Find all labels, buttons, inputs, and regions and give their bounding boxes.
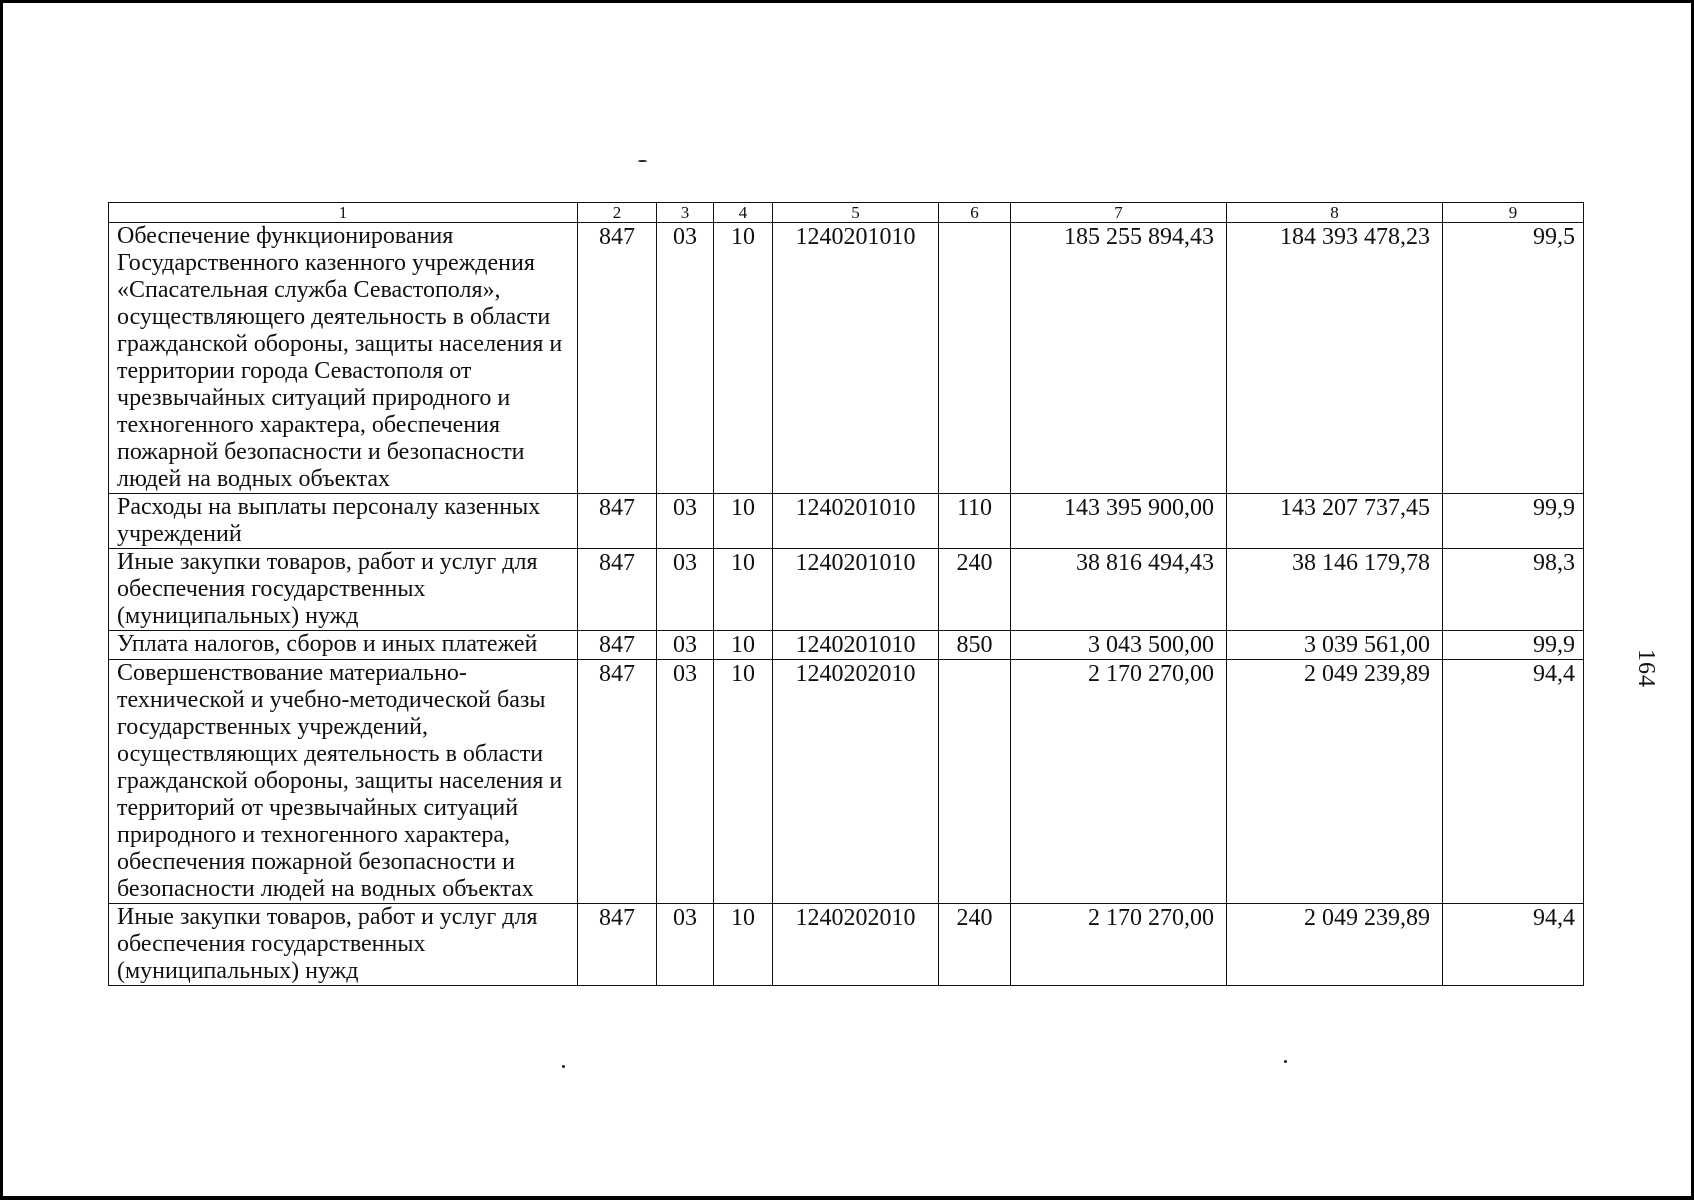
executed-amount-cell: 143 207 737,45 [1227,494,1443,549]
column-number-header: 3 [657,203,714,223]
section-code-cell: 03 [657,549,714,631]
subsection-code-cell: 10 [714,223,773,494]
target-article-cell: 1240201010 [773,494,939,549]
approved-amount-cell: 2 170 270,00 [1011,904,1227,986]
approved-amount-cell: 38 816 494,43 [1011,549,1227,631]
department-code-cell: 847 [578,549,657,631]
subsection-code-cell: 10 [714,494,773,549]
target-article-cell: 1240201010 [773,631,939,660]
subsection-code-cell: 10 [714,631,773,660]
department-code-cell: 847 [578,494,657,549]
section-code-cell: 03 [657,904,714,986]
department-code-cell: 847 [578,631,657,660]
target-article-cell: 1240202010 [773,660,939,904]
column-number-header-row [109,203,1584,223]
section-code-cell: 03 [657,631,714,660]
column-number-header: 5 [773,203,939,223]
column-number-header: 2 [578,203,657,223]
execution-percent-cell: 98,3 [1443,549,1584,631]
subsection-code-cell: 10 [714,904,773,986]
approved-amount-cell: 2 170 270,00 [1011,660,1227,904]
approved-amount-cell: 185 255 894,43 [1011,223,1227,494]
department-code-cell: 847 [578,904,657,986]
column-number-header: 4 [714,203,773,223]
expense-type-cell: 850 [939,631,1011,660]
column-number-header: 8 [1227,203,1443,223]
column-number-header: 7 [1011,203,1227,223]
expense-name-cell: Уплата налогов, сборов и иных платежей [109,631,578,660]
target-article-cell: 1240202010 [773,904,939,986]
subsection-code-cell: 10 [714,660,773,904]
expense-type-cell: 240 [939,904,1011,986]
scan-speck [562,1065,565,1068]
table-row [109,494,1584,549]
subsection-code-cell: 10 [714,549,773,631]
table-row [109,660,1584,904]
scan-speck [638,160,647,162]
expense-type-cell [939,223,1011,494]
execution-percent-cell: 99,9 [1443,631,1584,660]
executed-amount-cell: 38 146 179,78 [1227,549,1443,631]
target-article-cell: 1240201010 [773,549,939,631]
section-code-cell: 03 [657,223,714,494]
table-row [109,631,1584,660]
approved-amount-cell: 143 395 900,00 [1011,494,1227,549]
budget-execution-table [108,202,1584,986]
expense-name-cell: Совершенствование материально-технической и учебно-методической базы государственных учреждений, осуществляющих деятельность в области гражданской обороны, защиты населения и территорий от чрезвычайных ситуаций природного и техногенного характера, обеспечения пожарной безопасности и безопасности людей на водных объектах [109,660,578,904]
expense-name-cell: Иные закупки товаров, работ и услуг для обеспечения государственных (муниципальных) нужд [109,904,578,986]
execution-percent-cell: 94,4 [1443,660,1584,904]
section-code-cell: 03 [657,494,714,549]
table-row [109,549,1584,631]
column-number-header: 9 [1443,203,1584,223]
column-number-header: 6 [939,203,1011,223]
execution-percent-cell: 99,5 [1443,223,1584,494]
executed-amount-cell: 3 039 561,00 [1227,631,1443,660]
expense-name-cell: Иные закупки товаров, работ и услуг для обеспечения государственных (муниципальных) нужд [109,549,578,631]
table-row [109,223,1584,494]
expense-type-cell: 110 [939,494,1011,549]
executed-amount-cell: 184 393 478,23 [1227,223,1443,494]
expense-type-cell [939,660,1011,904]
execution-percent-cell: 94,4 [1443,904,1584,986]
table-row [109,904,1584,986]
page-number: 164 [1633,649,1659,688]
scan-speck [1284,1060,1287,1063]
column-number-header: 1 [109,203,578,223]
expense-name-cell: Обеспечение функционирования Государственного казенного учреждения «Спасательная служба Севастополя», осуществляющего деятельность в области гражданской обороны, защиты населения и территории города Севастополя от чрезвычайных ситуаций природного и техногенного характера, обеспечения пожарной безопасности и безопасности людей на водных объектах [109,223,578,494]
executed-amount-cell: 2 049 239,89 [1227,904,1443,986]
department-code-cell: 847 [578,660,657,904]
approved-amount-cell: 3 043 500,00 [1011,631,1227,660]
expense-name-cell: Расходы на выплаты персоналу казенных учреждений [109,494,578,549]
executed-amount-cell: 2 049 239,89 [1227,660,1443,904]
department-code-cell: 847 [578,223,657,494]
execution-percent-cell: 99,9 [1443,494,1584,549]
expense-type-cell: 240 [939,549,1011,631]
section-code-cell: 03 [657,660,714,904]
target-article-cell: 1240201010 [773,223,939,494]
